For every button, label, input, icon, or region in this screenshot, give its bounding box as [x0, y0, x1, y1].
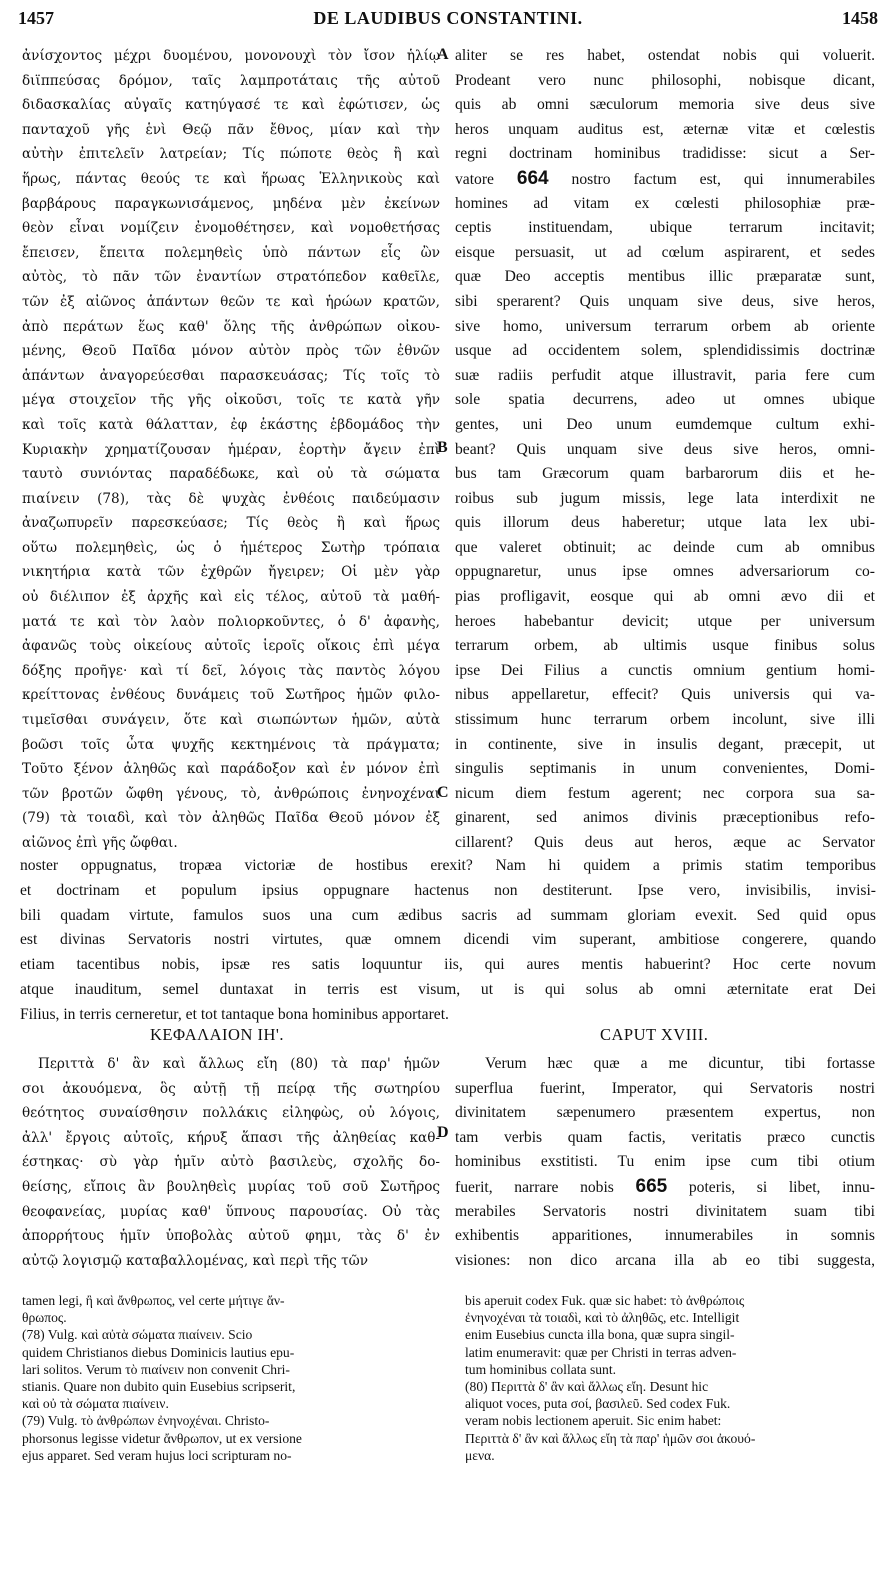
latin-text-line: ginarent, sed animos divinis præceptionibus refo- [455, 809, 875, 827]
greek-text-line: (79) τὰ τοιαδὶ, καὶ τὸν ἀληθῶς Παῖδα Θεοῦ μόνον ἐξ [22, 810, 440, 827]
latin-text-line: nibus appellaretur, effecit? Quis universis qui va- [455, 686, 875, 704]
greek-text-line: ἔπεισεν, ἔπειτα πολεμηθεὶς ὑπὸ πάντων εἷς ὢν [22, 244, 440, 261]
greek-text-line: σοι ἀκουόμενα, ὃς αὐτῇ τῇ πείρᾳ τῆς σωτηρίου [22, 1080, 440, 1097]
latin-text-line: atque inauditum, semel duntaxat in terris est visum, ut is qui solus ab omni æternitate erat Dei [20, 980, 876, 998]
latin-text-line: suæ radiis perfudit atque illustravit, paria fere cum [455, 366, 875, 384]
footnote-line: aliquot voces, puta σοί, βασιλεῦ. Sed codex Fuk. [465, 1396, 731, 1412]
greek-text-line: αὐτῷ λογισμῷ καταβαλλομένας, καὶ περὶ τῆς τῶν [22, 1252, 368, 1269]
footnote-line: θρωπος. [22, 1310, 67, 1326]
greek-text-line: δόξης προῆγε· καὶ τί δεῖ, λόγοις τὰς παντὸς λόγου [22, 662, 440, 679]
latin-text-line: divinitatem sæpenumero præsentem expertus, non [455, 1104, 875, 1122]
latin-text-line: sole spatia decurrens, adeo ut omnes ubique [455, 391, 875, 409]
greek-text-line: θεότητος συναίσθησιν πολλάκις εἰληφὼς, οὐ λόγοις, [22, 1105, 440, 1122]
latin-text-line: usque ad occidentem solem, splendidissimis doctrinæ [455, 342, 875, 360]
greek-text-line: πανταχοῦ γῆς ἑνὶ Θεῷ πᾶν ἔθνος, μίαν καὶ τὴν [22, 121, 440, 138]
latin-text-line: ipse Dei Filius a cunctis omnium gentium homi- [455, 661, 875, 679]
footnote-line: lari solitos. Verum τὸ πιαίνειν non convenit Chri- [22, 1361, 290, 1377]
greek-text-line: τῶν ἐξ αἰῶνος ἁπάντων θεῶν τε καὶ ἡρώων κρατῶν, [22, 293, 440, 310]
latin-text-line: bus tam Græcorum quam barbarorum diis et he- [455, 465, 875, 483]
latin-text-line: hominibus exstitisti. Tu enim ipse cum tibi otium [455, 1153, 875, 1171]
footnote-line: (80) Περιττὰ δ' ἂν καὶ ἄλλως εἴη. Desunt hic [465, 1378, 709, 1394]
greek-text-line: νικητήρια κατὰ τῶν ἐχθρῶν ἤγειρεν; Οἱ μὲν γὰρ [22, 564, 440, 581]
margin-marker-c: C [437, 784, 449, 801]
footnotes-left [22, 1292, 440, 1464]
latin-text-line: Filius, in terris cerneretur, et tot tantaque bona hominibus apportaret. [20, 1005, 449, 1023]
latin-text-line: visiones: non dico arcana illa ab eo tibi suggesta, [455, 1251, 875, 1269]
footnote-line: ἐνηνοχέναι τὰ τοιαδὶ, καὶ τὸ ἀληθῶς, etc. Intelligit [465, 1310, 740, 1326]
latin-text-line: quæ Deo acceptis mentibus illic præparatæ sunt, [455, 268, 875, 286]
margin-marker-d: D [437, 1124, 449, 1141]
greek-column [22, 44, 440, 856]
footnotes-right [465, 1292, 875, 1464]
footnote-line: Περιττὰ δ' ἂν καὶ ἄλλως εἴη τὰ παρ' ἡμῶν σοι ἀκουό- [465, 1430, 756, 1446]
latin-text-fragment: nostro factum est, qui innumerabiles [571, 170, 875, 188]
latin-text-line [455, 167, 875, 192]
greek-text-line: αὐτὴν ἐπιτελεῖν λατρείαν; Τίς πώποτε θεὸς ἢ καὶ [22, 146, 440, 163]
latin-text-line: sibi sperarent? Quis unquam sive deus, sive heros, [455, 292, 875, 310]
latin-text-line: superflua fuerint, Imperator, qui Servatoris nostri [455, 1079, 875, 1097]
latin-text-line: est divinas Servatoris nostri virtutes, quæ omnem dicendi vim superant, ambitiose congerere, quando [20, 931, 876, 949]
greek-text-line: έστηκας· σὺ γὰρ ἡμῖν αὐτὸ βασιλεὺς, σχολῆς δο- [22, 1154, 440, 1171]
greek-text-line: Περιττὰ δ' ἂν καὶ ἄλλως εἴη (80) τὰ παρ' ἡμῶν [38, 1056, 440, 1072]
latin-text-line: quis ab omni sæculorum memoria sive deus sive [455, 96, 875, 114]
footnote-line: bis aperuit codex Fuk. quæ sic habet: τὸ ἀνθρώποις [465, 1293, 745, 1308]
latin-text-line: et doctrinam et populum ipsius oppugnare hactenus non destiterunt. Ipse vero, invisibilis, invisi- [20, 881, 876, 899]
latin-text-line: regni doctrinam hominibus tradidisse: sicut a Ser- [455, 145, 875, 163]
latin-column-chapter [455, 1052, 875, 1273]
chapter-heading-latin: CAPUT XVIII. [600, 1025, 709, 1044]
chapter-heading-greek: ΚΕΦΑΛΑΙΟΝ ΙΗ'. [150, 1025, 285, 1044]
latin-text-line: oppugnaretur, unus ipse omnes adversariorum co- [455, 563, 875, 581]
latin-text-line: heros unquam auditus est, æternæ vitæ et cœlestis [455, 120, 875, 138]
page-number-left: 1457 [18, 8, 54, 28]
column-number-665: 665 [635, 1175, 668, 1197]
latin-text-line: sive homo, universum terrarum orbem ab oriente [455, 317, 875, 335]
greek-text-line: καὶ τοῖς κατὰ θάλατταν, ἐφ ἑκάστης ἑβδομάδος τὴν [22, 416, 440, 433]
latin-text-line: nicum diem festum agerent; nec corpora sua sa- [455, 784, 875, 802]
latin-text-line: exhibentis apparitiones, innumerabiles in somnis [455, 1227, 875, 1245]
running-title: DE LAUDIBUS CONSTANTINI. [313, 8, 583, 28]
greek-text-line: ἀπορρήτους ἡμῖν ὑποβολὰς αὐτοῦ φημι, τὰς δ' ἐν [22, 1228, 440, 1245]
greek-text-line: θεὸν εἶναι νομίζειν ἐνομοθέτησεν, καὶ νομοθετήσας [22, 220, 440, 237]
footnote-line: veram nobis lectionem aperuit. Sic enim habet: [465, 1413, 722, 1429]
latin-text-fragment: fuerit, narrare nobis [455, 1178, 614, 1196]
greek-text-line: βαρβάρους παραγκωνισάμενος, μηδένα μὲν ἐκείνων [22, 195, 440, 212]
footnote-line: tamen legi, ἢ καὶ ἄνθρωπος, vel certe μήτιγε ἄν- [22, 1293, 285, 1308]
footnote-line: stianis. Quare non dubito quin Eusebius scripserit, [22, 1378, 296, 1394]
greek-text-line: Τοῦτο ξένον ἀληθῶς καὶ παράδοξον καὶ ἐν μόνον ἐπὶ [22, 761, 440, 778]
full-width-paragraph [20, 854, 876, 1028]
latin-text-fragment: vatore [455, 170, 494, 188]
footnote-line: μενα. [465, 1447, 495, 1463]
latin-text-line: tam verbis quam factis, veritatis præco cunctis [455, 1128, 875, 1146]
column-number-664: 664 [516, 167, 549, 189]
footnote-line: enim Eusebius cuncta illa bona, quæ supra singil- [465, 1327, 735, 1343]
greek-text-line: θεοφανείας, μυρίας καθ' ὕπνους παρουσίας. Οὐ τὰς [22, 1203, 440, 1220]
greek-text-line: ματά τε καὶ τὸν λαὸν πολιορκοῦντες, ὁ δ' ἀφανὴς, [22, 613, 440, 630]
latin-text-line: eisque persuasit, ut ad cœlum aspirarent, et sedes [455, 243, 875, 261]
greek-text-line: διδασκαλίας αὐγαῖς κατηύγασέ τε καὶ ἐφώτισεν, ὡς [22, 97, 440, 114]
latin-text-line: noster oppugnatus, tropæa victoriæ de hostibus erexit? Nam hi quidem a primis statim temporibus [20, 857, 876, 874]
latin-text-line: Verum hæc quæ a me dicuntur, tibi fortasse [485, 1055, 875, 1072]
greek-text-line: ἥρως, πάντας θεούς τε καὶ ἥρωας Ἑλληνικοὺς καὶ [22, 170, 440, 187]
latin-text-line: singulis septimanis in unum convenientes, Domi- [455, 760, 875, 778]
running-header [18, 8, 878, 30]
footnote-line: phorsonus legisse videtur ἄνθρωπον, ut ex versione [22, 1430, 302, 1446]
greek-text-line: αἰῶνος ἐπὶ γῆς ὤφθαι. [22, 835, 178, 851]
greek-text-line: μέγα στοιχεῖον τῆς γῆς οἰκοῦσι, τοῖς τε κατὰ γῆν [22, 392, 440, 409]
latin-text-fragment: poteris, si libet, innu- [688, 1178, 875, 1196]
greek-column-chapter [22, 1052, 440, 1273]
latin-text-line: roibus sub jugum missis, lege lata interdixit ne [455, 489, 875, 507]
greek-text-line: ταυτὸ συνιόντας παραδέδωκε, καὶ οὐ τὰ σώματα [22, 466, 440, 483]
margin-marker-b: B [437, 439, 448, 456]
greek-text-line: ἀπὸ περάτων ἕως καθ' ὅλης τῆς ἀνθρώπων οἰκου- [22, 318, 440, 335]
latin-text-line: merabiles Servatoris nostri divinitatem suam tibi [455, 1202, 875, 1220]
greek-text-line: κρείττονας ἐνθέους δυνάμεις τοῦ Σωτῆρος ἡμῶν φιλο- [22, 687, 440, 704]
footnote-line: latim enumeravit: quæ per Christi in terras adven- [465, 1344, 737, 1360]
greek-text-line: ἀφανῶς τοὺς οἰκείους αὐτοῖς ἱεροῖς οἴκοις ἐπὶ μέγα [22, 638, 440, 655]
greek-text-line: διϊππεύσας δρόμον, ταῖς λαμπροτάταις τῆς αὐτοῦ [22, 72, 440, 89]
greek-text-line: τιμεῖσθαι συνάγειν, ὅτε καὶ σιωπώντων ἡμῶν, αὐτὰ [22, 712, 440, 729]
latin-text-line: gentes, uni Deo unum eumdemque cultum exhi- [455, 415, 875, 433]
latin-text-line: homines ad vitam ex cœlesti philosophiæ præ- [455, 194, 875, 212]
latin-text-line: ceptis instituendam, ubique terrarum incitavit; [455, 219, 875, 237]
margin-marker-a: A [437, 46, 449, 63]
latin-text-line: que valeret obtinuit; ac deinde cum ab omnibus [455, 538, 875, 556]
footnote-line: (78) Vulg. καὶ αὐτὰ σώματα πιαίνειν. Scio [22, 1327, 253, 1343]
greek-text-line: θείσης, εἴποις ἂν βουληθεὶς μυρίας τοῦ σοῦ Σωτῆρος [22, 1178, 440, 1195]
greek-text-line: ἀλλ' ἔργοις αὐτοῖς, κήρυξ ἅπασι τῆς ἀληθείας καθ- [22, 1129, 440, 1146]
greek-text-line: ἁπάντων ἀναγορεύεσθαι παρασκευάσας; Τίς τοῖς τὸ [22, 367, 440, 384]
greek-text-line: ἀναζωπυρεῖν παρεσκεύασε; Τίς θεὸς ἢ καὶ ἥρως [22, 515, 440, 532]
greek-text-line: οὕτω πολεμηθεὶς, ὡς ὁ ἡμέτερος Σωτὴρ τρόπαια [22, 539, 440, 556]
latin-text-line [455, 1175, 875, 1200]
latin-text-line: bili quadam virtute, famulos suos una cum ædibus sacris ad summam gloriam evexit. Sed quid opus [20, 906, 876, 924]
latin-text-line: etiam tacentibus nobis, ipsæ res satis loquuntur iis, qui aures mentis habuerint? Hoc certe novum [20, 956, 876, 974]
latin-text-line: pias profligavit, eosque qui ab omni ævo dii et [455, 588, 875, 606]
greek-text-line: τῶν βροτῶν ὤφθη γένους, τὸ, ἀνθρώποις ἐνηνοχέναι [22, 785, 440, 802]
greek-text-line: ἀνίσχοντος μέχρι δυομένου, μονονουχὶ τὸν ἴσον ἡλίῳ [22, 48, 440, 64]
footnote-line: ejus apparet. Sed veram hujus loci scripturam no- [22, 1447, 292, 1463]
greek-text-line: μένης, Θεοῦ Παῖδα μόνον αὐτὸν πρὸς τῶν ἐθνῶν [22, 343, 440, 360]
greek-text-line: πιαίνειν (78), τὰς δὲ ψυχὰς ἐνθέοις παιδεύμασιν [22, 490, 440, 507]
latin-text-line: aliter se res habet, ostendat nobis qui voluerit. [455, 47, 875, 64]
greek-text-line: Κυριακὴν χρηματίζουσαν ἡμέραν, ἑορτὴν ἄγειν ἐπὶ [22, 441, 440, 458]
latin-text-line: stissimum hunc terrarum orbem incolunt, sive illi [455, 711, 875, 729]
page-number-right: 1458 [842, 8, 878, 28]
latin-text-line: heroes habebantur devicit; utque per universum [455, 612, 875, 630]
latin-text-line: terrarum orbem, ab ultimis usque finibus solus [455, 637, 875, 655]
footnote-line: quidem Christianos diebus Dominicis lautius epu- [22, 1344, 295, 1360]
latin-text-line: Prodeant vero nunc philosophi, nobisque dicant, [455, 71, 875, 89]
latin-column [455, 44, 875, 856]
greek-text-line: βοῶσι τοῖς ὦτα ψυχῆς κεκτημένοις τὰ πράγματα; [22, 736, 440, 753]
greek-text-line: οὐ διέλιπον ἐξ ἀρχῆς καὶ εἰς τέλος, αὐτοῦ τὰ μαθή- [22, 589, 440, 606]
latin-text-line: quis illorum deus haberetur; utque lata lex ubi- [455, 514, 875, 532]
greek-text-line: αὐτὸς, τὸ πᾶν τῶν ἐναντίων στρατόπεδον καθεῖλε, [22, 269, 440, 286]
footnote-line: καὶ οὐ τὰ σώματα πιαίνειν. [22, 1396, 169, 1412]
latin-text-line: beant? Quis unquam sive deus sive heros, omni- [455, 440, 875, 458]
footnote-line: (79) Vulg. τὸ ἀνθρώπων ἐνηνοχέναι. Christo- [22, 1413, 270, 1429]
footnote-line: tum hominibus collata sunt. [465, 1361, 617, 1377]
latin-text-line: cillarent? Quis deus aut heros, æque ac Servator [455, 834, 875, 851]
latin-text-line: in continente, sive in insulis degant, præcepit, ut [455, 735, 875, 753]
